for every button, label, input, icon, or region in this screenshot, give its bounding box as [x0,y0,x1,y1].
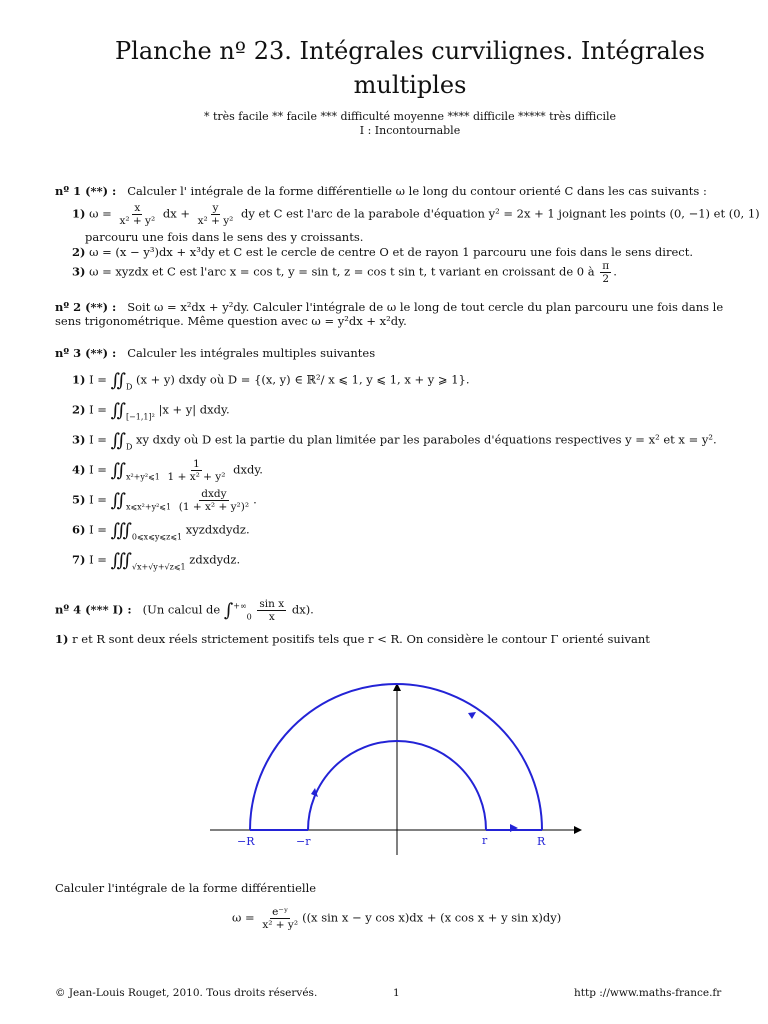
formula-text: xy dxdy où D est la partie du plan limitée par les paraboles d'équations respectives y = x² et x = y². [136,432,717,447]
fraction-denominator: 2 [602,273,610,285]
formula-text: ω = [89,206,112,221]
exercise-3 [55,346,375,360]
exercise-4-item-1 [55,632,650,646]
integral-sign: ∭ [110,520,132,541]
exercise-label: nº 3 (**) : [55,346,117,360]
formula-text: dxdy. [233,462,263,477]
integral-lower-bound: 0 [246,612,252,622]
fraction [177,488,251,513]
exercise-1-item-1 [72,202,760,227]
footer-copyright: © Jean-Louis Rouget, 2010. Tous droits réservés. [55,987,318,999]
fraction [117,202,157,227]
fraction-numerator: x [134,202,141,214]
integral-domain: x²+y²⩽1 [125,472,160,482]
fraction-numerator: 1 [193,458,200,470]
footer-page-number: 1 [393,987,400,999]
item-label: 3) [72,432,86,447]
formula-text: dx). [291,602,314,617]
exercise-1 [55,184,707,198]
formula-text: ω = [232,910,255,925]
difficulty-legend: * très facile ** facile *** difficulté moyenne **** difficile ***** très difficile [203,110,617,123]
exercise-3-item-6 [72,520,250,542]
exercise-2 [55,300,735,328]
integral-sign: ∬ [110,430,126,451]
exercise-3-item-4 [72,458,263,483]
exercise-3-item-5 [72,488,257,513]
exercise-1-item-3 [72,260,617,285]
formula-text: I = [89,432,107,447]
fraction-denominator: x² + y² [119,215,156,227]
calc-instruction: Calculer l'intégrale de la forme différentielle [55,881,317,895]
outer-arc [250,684,542,830]
formula-text: ((x sin x − y cos x)dx + (x cos x + y sin x)dy) [302,910,562,925]
formula-text: ω = (x − y³)dx + x³dy et C est le cercle de centre O et de rayon 1 parcouru une fois dans le sens direct. [89,245,693,259]
formula-text: (Un calcul de [142,602,221,617]
integral-sign: ∬ [110,490,126,511]
formula-text: I = [89,552,107,567]
exercise-intro: Calculer les intégrales multiples suivantes [127,346,376,360]
formula-text: I = [89,522,107,537]
item-label: 1) [55,632,69,646]
integral-domain: x⩽x²+y²⩽1 [125,502,172,512]
integral-sign: ∬ [110,370,126,391]
exercise-label: nº 1 (**) : [55,184,117,198]
contour-figure [200,680,590,860]
formula-text: . [613,264,617,279]
fraction-denominator: x² + y² [262,919,299,931]
omega-formula [232,906,561,931]
exercise-3-item-3 [72,430,717,452]
integral-sign: ∭ [110,550,132,571]
label-r: r [482,834,488,847]
exercise-label: nº 4 (*** I) : [55,602,132,617]
formula-text: . [253,492,257,507]
item-label: 4) [72,462,86,477]
formula-text: (x + y) dxdy où D = {(x, y) ∈ ℝ²/ x ⩽ 1, y ⩽ 1, x + y ⩾ 1}. [136,372,470,387]
exercise-1-item-1-continued: parcouru une fois dans le sens des y croissants. [85,230,364,244]
fraction-numerator: dxdy [201,488,227,500]
item-label: 6) [72,522,86,537]
formula-text: dx + [162,206,190,221]
integral-sign: ∫ [223,600,234,621]
formula-text: ω = xyzdx et C est l'arc x = cos t, y = sin t, z = cos t sin t, t variant en croissant de 0 à [89,264,595,279]
label-R: R [537,835,546,848]
integral-domain: D [125,382,133,392]
fraction-numerator: π [602,260,610,272]
item-label: 2) [72,245,86,259]
footer-url[interactable]: http ://www.maths-france.fr [574,987,722,999]
fraction [196,202,236,227]
formula-text: I = [89,402,107,417]
item-label: 5) [72,492,86,507]
label-minus-r: −r [296,835,311,848]
fraction-denominator: 1 + x² + y² [167,471,226,483]
formula-text: xyzdxdydz. [185,522,250,537]
exercise-4 [55,598,314,623]
fraction-numerator: y [212,202,219,214]
formula-text: r et R sont deux réels strictement positifs tels que r < R. On considère le contour Γ orienté suivant [72,632,650,646]
contour-gamma [250,684,542,830]
exercise-3-item-7 [72,550,240,572]
integral-sign: ∬ [110,460,126,481]
exercise-intro: Calculer l' intégrale de la forme différentielle ω le long du contour orienté C dans les cas suivants : [127,184,707,198]
fraction [260,906,300,931]
exercise-3-item-1 [72,370,470,392]
formula-text: |x + y| dxdy. [158,402,230,417]
formula-text: I = [89,492,107,507]
exercise-1-item-2 [72,245,693,259]
label-minus-R: −R [237,835,255,848]
fraction-denominator: x² + y² [197,215,234,227]
item-label: 1) [72,372,86,387]
exercise-text: Soit ω = x²dx + y²dy. Calculer l'intégrale de ω le long de tout cercle du plan parcouru une fois dans le sens trigonométrique. Même question avec ω = y²dx + x²dy. [55,300,724,328]
item-label: 7) [72,552,86,567]
integral-domain: 0⩽x⩽y⩽z⩽1 [131,532,183,542]
integral-domain: √x+√y+√z⩽1 [131,562,186,572]
formula-text: dy et C est l'arc de la parabole d'équation y² = 2x + 1 joignant les points (0, −1) et (0, 1) [241,206,760,221]
formula-text: I = [89,372,107,387]
integral-upper-bound: +∞ [233,601,247,611]
fraction-numerator: e⁻ʸ [272,906,289,918]
arrow-outer-arc-icon [468,712,476,719]
page-title: Planche nº 23. Intégrales curvilignes. Intégrales multiples [115,37,705,99]
formula-text: zdxdydz. [189,552,241,567]
exercise-label: nº 2 (**) : [55,300,117,314]
fraction-numerator: sin x [259,598,285,610]
item-label: 2) [72,402,86,417]
incontournable-legend: I : Incontournable [359,124,461,137]
fraction [166,458,228,483]
fraction [257,598,286,623]
fraction [600,260,611,285]
integral-domain: D [125,442,133,452]
formula-text: I = [89,462,107,477]
item-label: 1) [72,206,86,221]
integral-domain: [−1,1]² [125,412,155,422]
fraction-denominator: (1 + x² + y²)² [178,501,250,513]
fraction-denominator: x [268,611,275,623]
integral-sign: ∬ [110,400,126,421]
exercise-3-item-2 [72,400,230,422]
item-label: 3) [72,264,86,279]
